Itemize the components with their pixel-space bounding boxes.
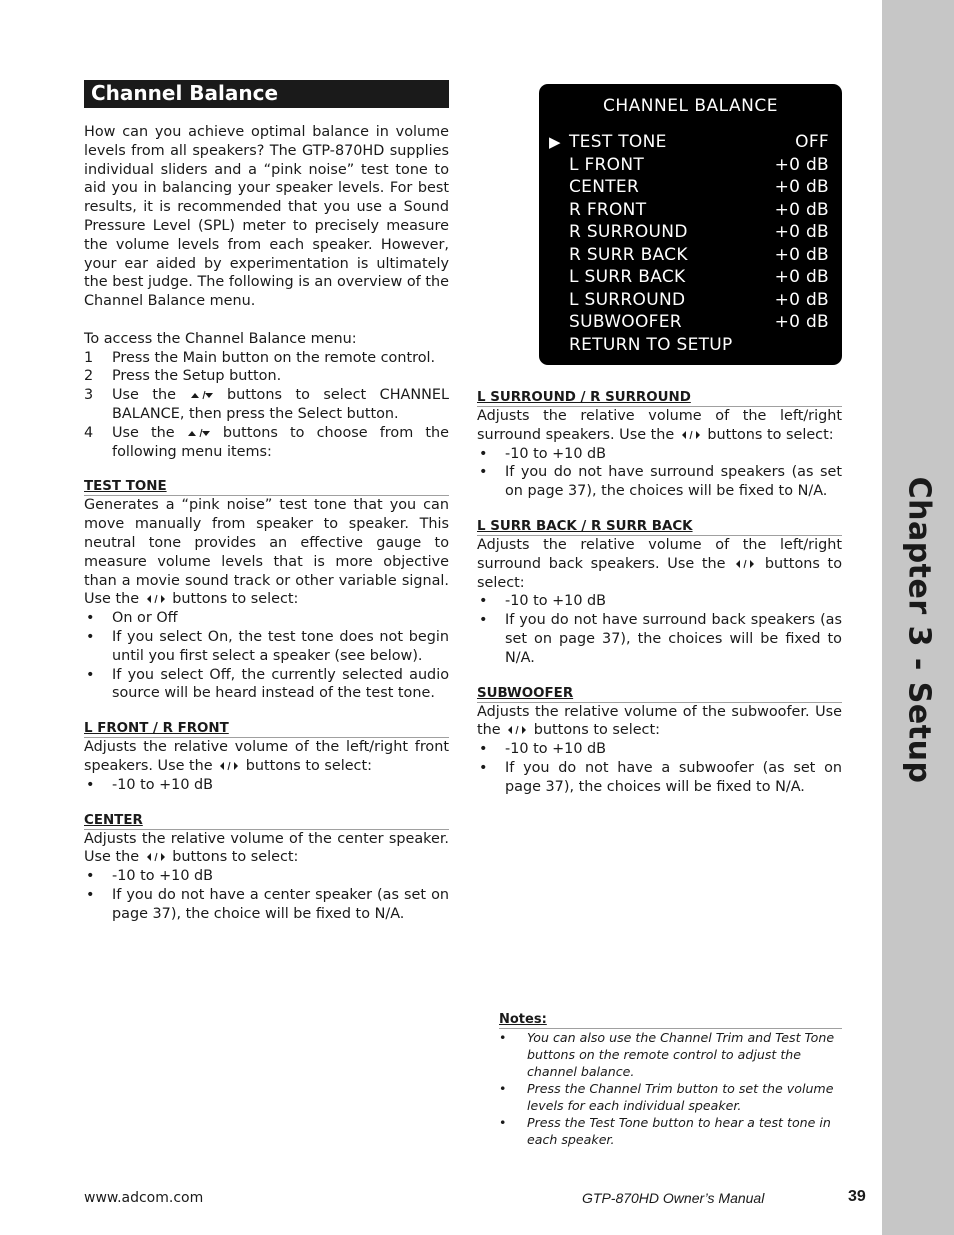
section-heading: L FRONT / R FRONT <box>84 721 449 738</box>
osd-title: CHANNEL BALANCE <box>603 96 778 116</box>
text-run: Adjusts the relative volume of the left/right front speakers. Use the <box>84 739 449 774</box>
text-run: Press the Setup button. <box>112 368 282 385</box>
bullet-marker: • <box>479 612 488 629</box>
text-run: buttons to select: <box>533 722 660 739</box>
text-run: buttons to select: <box>172 591 299 608</box>
bullet-text: If you do not have a subwoofer (as set on page 37), the choices will be fixed to N/A. <box>505 759 842 795</box>
bullet-item <box>84 666 449 704</box>
bullet-item <box>477 592 842 611</box>
access-intro: To access the Channel Balance menu: <box>84 330 357 347</box>
osd-menu-item <box>549 289 829 312</box>
text-run: buttons to select CHANNEL BALANCE, then press the Select button. <box>112 387 450 422</box>
intro-paragraph: How can you achieve optimal balance in volume levels from all speakers? The GTP-870HD supplies individual sliders and a “pink noise” test tone to aid you in balancing your speaker levels. For best results, it is recommended that you use a Sound Pressure Level (SPL) meter to precisely measure the volume levels from each speaker. However, your ear aided by experimentation is ultimately the best judge. The following is an overview of the Channel Balance menu. <box>84 124 449 310</box>
osd-menu-item <box>549 199 829 222</box>
left-right-arrow-icon <box>144 594 168 604</box>
section-heading: L SURROUND / R SURROUND <box>477 390 842 407</box>
note-text: Press the Channel Trim button to set the volume levels for each individual speaker. <box>527 1081 834 1113</box>
bullet-text: If you do not have surround speakers (as set on page 37), the choices will be fixed to N/A. <box>505 464 842 500</box>
text-run: buttons to select: <box>707 426 834 443</box>
step-item <box>84 367 449 386</box>
bullet-marker: • <box>86 886 95 903</box>
section-bullets <box>84 867 449 923</box>
osd-menu-rows <box>549 131 829 356</box>
bullet-marker: • <box>499 1115 507 1130</box>
up-down-arrow-icon <box>190 390 214 400</box>
section-heading: TEST TONE <box>84 479 449 496</box>
step-number: 1 <box>84 349 94 366</box>
osd-menu-item <box>549 131 829 154</box>
bullet-item <box>477 463 842 501</box>
text-run: Press the Main button on the remote control. <box>112 349 436 366</box>
text-run: buttons to select: <box>477 555 843 591</box>
step-item <box>84 386 449 424</box>
footer-manual-title: GTP-870HD Owner’s Manual <box>582 1190 765 1206</box>
bullet-item <box>477 740 842 759</box>
osd-item-value: +0 dB <box>774 244 829 265</box>
osd-item-label: R FRONT <box>569 199 647 220</box>
step-item <box>84 349 449 368</box>
text-run: Adjusts the relative volume of the center speaker. Use the <box>84 830 449 866</box>
osd-item-label: L SURR BACK <box>569 267 686 287</box>
bullet-marker: • <box>479 445 488 462</box>
osd-item-label: CENTER <box>569 177 640 197</box>
text-run: Adjusts the relative volume of the left/right surround back speakers. Use the <box>477 536 842 572</box>
text-run: Use the <box>112 424 175 441</box>
left-right-arrow-icon <box>505 725 529 735</box>
step-number: 3 <box>84 387 94 404</box>
osd-item-value: +0 dB <box>774 222 829 242</box>
section-body <box>84 830 449 868</box>
osd-menu-item <box>549 154 829 177</box>
bullet-marker: • <box>86 610 95 627</box>
steps-list <box>84 349 449 462</box>
section-body <box>84 738 449 776</box>
bullet-item <box>84 609 449 628</box>
left-right-arrow-icon <box>144 852 168 862</box>
right-sections <box>477 390 842 797</box>
osd-menu-item <box>549 266 829 289</box>
osd-item-label: L FRONT <box>569 154 645 175</box>
step-item <box>84 424 449 462</box>
osd-item-value: +0 dB <box>774 199 829 220</box>
bullet-marker: • <box>499 1081 507 1096</box>
bullet-text: On or Off <box>112 610 178 627</box>
osd-menu-item <box>549 334 829 357</box>
page-number: 39 <box>848 1188 866 1205</box>
bullet-text: If you do not have a center speaker (as set on page 37), the choice will be fixed to N/A. <box>112 886 449 922</box>
text-run: Use the <box>112 387 176 404</box>
section-bullets <box>477 740 842 796</box>
page-title: Channel Balance <box>84 80 449 108</box>
section-body <box>84 496 449 609</box>
osd-menu-item <box>549 311 829 334</box>
section-bullets <box>477 445 842 501</box>
osd-item-label: RETURN TO SETUP <box>569 334 733 355</box>
chapter-tab-label: Chapter 3 - Setup <box>901 476 937 784</box>
bullet-item <box>84 886 449 924</box>
text-run: Adjusts the relative volume of the left/right surround speakers. Use the <box>477 408 842 443</box>
osd-cursor-icon: ▶ <box>549 133 561 151</box>
footer-url: www.adcom.com <box>84 1190 204 1206</box>
section-heading: SUBWOOFER <box>477 686 842 703</box>
osd-item-label: R SURR BACK <box>569 244 688 265</box>
bullet-text: If you do not have surround back speakers (as set on page 37), the choices will be fixed to N/A. <box>505 612 842 666</box>
text-run: buttons to select: <box>172 849 299 866</box>
left-column <box>84 80 449 923</box>
bullet-marker: • <box>86 776 95 793</box>
osd-menu-item <box>549 176 829 199</box>
left-right-arrow-icon <box>733 559 757 569</box>
osd-menu-item <box>549 244 829 267</box>
osd-item-value: +0 dB <box>774 312 829 332</box>
bullet-item <box>477 445 842 464</box>
bullet-text: -10 to +10 dB <box>112 868 214 885</box>
osd-menu-screen <box>539 84 842 365</box>
osd-item-value: +0 dB <box>774 177 829 197</box>
bullet-marker: • <box>479 759 488 776</box>
bullet-text: -10 to +10 dB <box>505 593 607 610</box>
note-item <box>499 1029 842 1080</box>
bullet-text: -10 to +10 dB <box>112 776 214 793</box>
osd-item-value: +0 dB <box>774 267 829 287</box>
bullet-marker: • <box>86 868 95 885</box>
step-number: 4 <box>84 424 94 441</box>
bullet-text: If you select Off, the currently selected audio source will be heard instead of the test tone. <box>112 666 449 702</box>
bullet-marker: • <box>479 464 488 481</box>
bullet-text: -10 to +10 dB <box>505 741 607 758</box>
osd-item-value: OFF <box>795 132 829 152</box>
text-run: buttons to select: <box>245 757 372 774</box>
osd-item-value: +0 dB <box>774 154 829 175</box>
section-bullets <box>84 776 449 795</box>
text-run: Adjusts the relative volume of the subwoofer. Use the <box>477 703 842 739</box>
bullet-text: -10 to +10 dB <box>505 445 607 462</box>
osd-item-label: SUBWOOFER <box>569 312 682 332</box>
bullet-marker: • <box>479 741 488 758</box>
bullet-marker: • <box>86 666 95 683</box>
left-right-arrow-icon <box>679 430 703 440</box>
section-bullets <box>477 592 842 667</box>
note-item <box>499 1080 842 1114</box>
osd-menu-item <box>549 221 829 244</box>
section-body <box>477 536 842 592</box>
bullet-text: If you select On, the test tone does not begin until you first select a speaker (see below). <box>112 628 449 664</box>
bullet-item <box>84 628 449 666</box>
bullet-item <box>477 759 842 797</box>
right-column <box>477 390 842 797</box>
osd-item-label: TEST TONE <box>569 132 667 152</box>
up-down-arrow-icon <box>187 428 211 438</box>
left-sections <box>84 479 449 923</box>
bullet-marker: • <box>86 628 95 645</box>
section-heading: L SURR BACK / R SURR BACK <box>477 519 842 536</box>
section-bullets <box>84 609 449 703</box>
text-run: buttons to choose from the following menu items: <box>112 424 449 460</box>
section-body <box>477 407 842 445</box>
notes-list <box>499 1029 842 1148</box>
osd-item-label: L SURROUND <box>569 289 686 310</box>
note-item <box>499 1114 842 1148</box>
section-body <box>477 703 842 741</box>
bullet-marker: • <box>499 1030 507 1045</box>
osd-item-value: +0 dB <box>774 289 829 310</box>
step-number: 2 <box>84 368 94 385</box>
text-run: Generates a “pink noise” test tone that you can move manually from speaker to speaker. This neutral tone provides an effective gauge to measure volume levels that is more objective than a movie sound track or other variable signal. Use the <box>84 497 449 608</box>
bullet-item <box>84 867 449 886</box>
left-right-arrow-icon <box>217 761 241 771</box>
bullet-item <box>84 776 449 795</box>
bullet-marker: • <box>479 593 488 610</box>
notes-heading: Notes: <box>499 1012 842 1029</box>
osd-item-label: R SURROUND <box>569 222 688 242</box>
section-heading: CENTER <box>84 813 449 830</box>
note-text: You can also use the Channel Trim and Test Tone buttons on the remote control to adjust the channel balance. <box>527 1030 835 1079</box>
notes-box <box>499 1012 842 1148</box>
bullet-item <box>477 611 842 667</box>
note-text: Press the Test Tone button to hear a test tone in each speaker. <box>527 1115 831 1147</box>
